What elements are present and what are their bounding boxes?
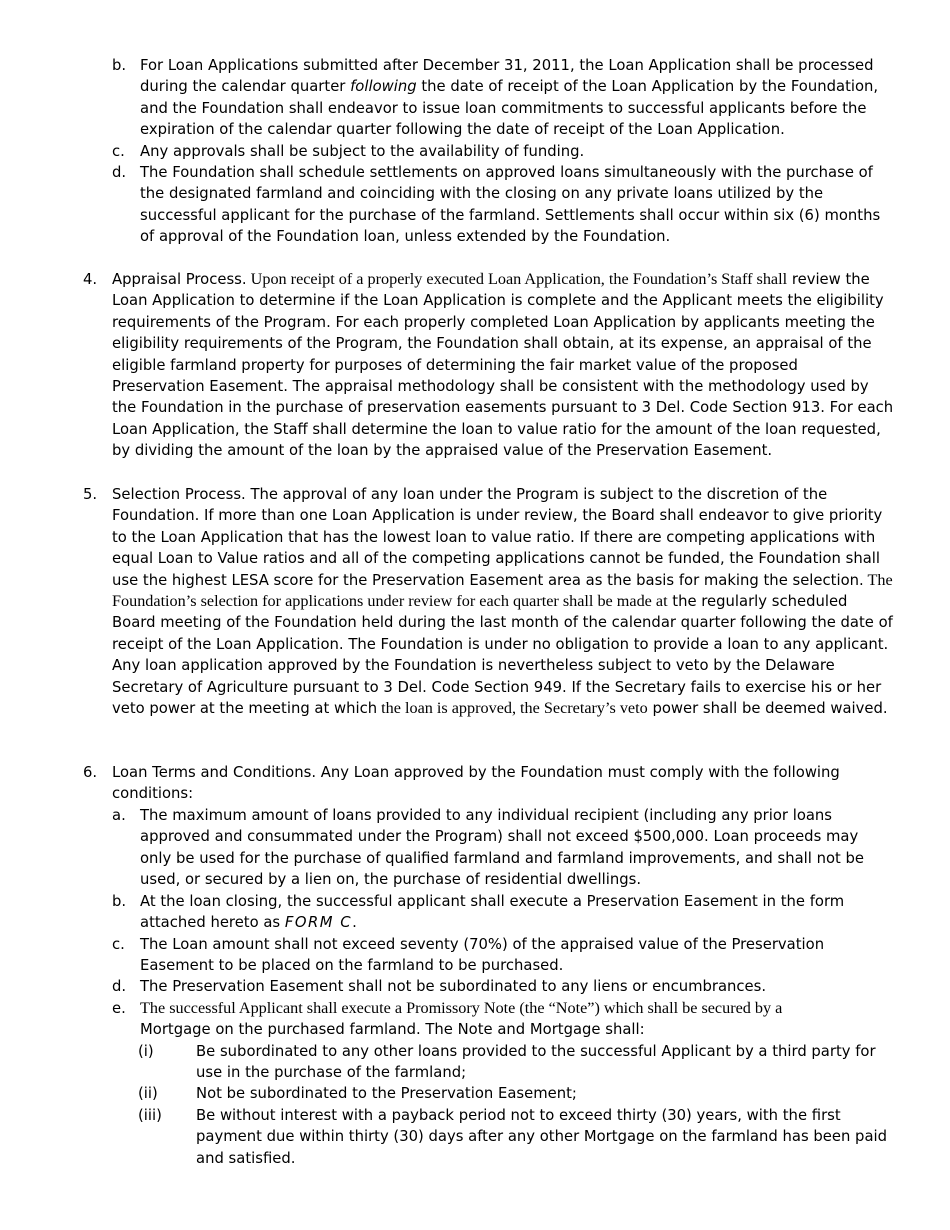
list-item-text: Be subordinated to any other loans provided to the successful Applicant by a third party for use in the purchase of the farmland;: [196, 1043, 876, 1082]
list-item: [112, 805, 892, 891]
list-marker: d.: [112, 164, 127, 181]
section-loan-terms: [83, 762, 895, 805]
roman-list-item: [138, 1083, 898, 1104]
list-marker: (iii): [138, 1107, 162, 1124]
list-item: [112, 934, 892, 977]
section-text: Loan Terms and Conditions. Any Loan approved by the Foundation must comply with the following conditions:: [112, 764, 840, 803]
section-number: 4.: [83, 271, 98, 288]
form-reference: FORM C: [284, 914, 353, 932]
emphasis-text: following: [350, 78, 417, 96]
list-item-text: The Preservation Easement shall not be subordinated to any liens or encumbrances.: [140, 978, 767, 995]
list-marker: (i): [138, 1043, 154, 1060]
list-item: [112, 998, 892, 1041]
list-marker: d.: [112, 978, 127, 995]
list-marker: (ii): [138, 1085, 158, 1102]
list-item-text: The successful Applicant shall execute a Promissory Note (the “Note”) which shall be secured by a Mortgage on the purchased farmland. The Note and Mortgage shall:: [140, 999, 783, 1039]
section-heading: Appraisal Process.: [112, 271, 247, 288]
roman-list-item: [138, 1105, 898, 1169]
list-item-text: At the loan closing, the successful applicant shall execute a Preservation Easement in the form attached hereto as FORM C.: [140, 893, 845, 932]
list-item-text: Not be subordinated to the Preservation Easement;: [196, 1085, 577, 1102]
section-appraisal-process: [83, 269, 895, 462]
section-heading: Selection Process.: [112, 486, 246, 503]
list-marker: a.: [112, 807, 126, 824]
roman-list-item: [138, 1041, 898, 1084]
section-heading: Loan Terms and Conditions.: [112, 764, 317, 781]
section-text: Selection Process. The approval of any loan under the Program is subject to the discretion of the Foundation. If more than one Loan Application is under review, the Board shall endeavor to give priority to the Loan Application that has the lowest loan to value ratio. If there are competing applications with equal Loan to Value ratios and all of the competing applications cannot be funded, the Foundation shall use the highest LESA score for the Preservation Easement area as the basis for making the selection. The Foundation’s selection for applications under review for each quarter shall be made at the regularly scheduled Board meeting of the Foundation held during the last month of the calendar quarter following the date of receipt of the Loan Application. The Foundation is under no obligation to provide a loan to any applicant. Any loan application approved by the Foundation is nevertheless subject to veto by the Delaware Secretary of Agriculture pursuant to 3 Del. Code Section 949. If the Secretary fails to exercise his or her veto power at the meeting at which the loan is approved, the Secretary’s veto power shall be deemed waived.: [112, 486, 893, 718]
list-marker: c.: [112, 936, 125, 953]
list-item: [112, 55, 892, 141]
section-text: Appraisal Process. Upon receipt of a properly executed Loan Application, the Foundation’s Staff shall review the Loan Application to determine if the Loan Application is complete and the Applicant meets the eligibility requirements of the Program. For each properly completed Loan Application by applicants meeting the eligibility requirements of the Program, the Foundation shall obtain, at its expense, an appraisal of the eligible farmland property for purposes of determining the fair market value of the proposed Preservation Easement. The appraisal methodology shall be consistent with the methodology used by the Foundation in the purchase of preservation easements pursuant to 3 Del. Code Section 913. For each Loan Application, the Staff shall determine the loan to value ratio for the amount of the loan requested, by dividing the amount of the loan by the appraised value of the Preservation Easement.: [112, 270, 894, 460]
list-item: [112, 162, 892, 248]
list-item-text: For Loan Applications submitted after December 31, 2011, the Loan Application shall be processed during the calendar quarter following the date of receipt of the Loan Application by the Foundation, and the Foundation shall endeavor to issue loan commitments to successful applicants before the expiration of the calendar quarter following the date of receipt of the Loan Application.: [140, 57, 879, 139]
list-item-text: The maximum amount of loans provided to any individual recipient (including any prior loans approved and consummated under the Program) shall not exceed $500,000. Loan proceeds may only be used for the purchase of qualified farmland and farmland improvements, and shall not be used, or secured by a lien on, the purchase of residential dwellings.: [140, 807, 865, 889]
section-number: 6.: [83, 764, 98, 781]
list-item-text: The Loan amount shall not exceed seventy (70%) of the appraised value of the Preservation Easement to be placed on the farmland to be purchased.: [140, 936, 825, 975]
section-number: 5.: [83, 486, 98, 503]
list-item: [112, 141, 892, 162]
list-item-text: Be without interest with a payback period not to exceed thirty (30) years, with the first payment due within thirty (30) days after any other Mortgage on the farmland has been paid and satisfied.: [196, 1107, 888, 1167]
list-item-text: Any approvals shall be subject to the availability of funding.: [140, 143, 585, 160]
list-marker: b.: [112, 57, 127, 74]
list-marker: b.: [112, 893, 127, 910]
list-item: [112, 976, 892, 997]
list-item: [112, 891, 892, 934]
list-item-text: The Foundation shall schedule settlements on approved loans simultaneously with the purchase of the designated farmland and coinciding with the closing on any private loans utilized by the successful applicant for the purchase of the farmland. Settlements shall occur within six (6) months of approval of the Foundation loan, unless extended by the Foundation.: [140, 164, 881, 246]
list-marker: e.: [112, 1000, 126, 1017]
list-marker: c.: [112, 143, 125, 160]
section-selection-process: [83, 484, 895, 719]
